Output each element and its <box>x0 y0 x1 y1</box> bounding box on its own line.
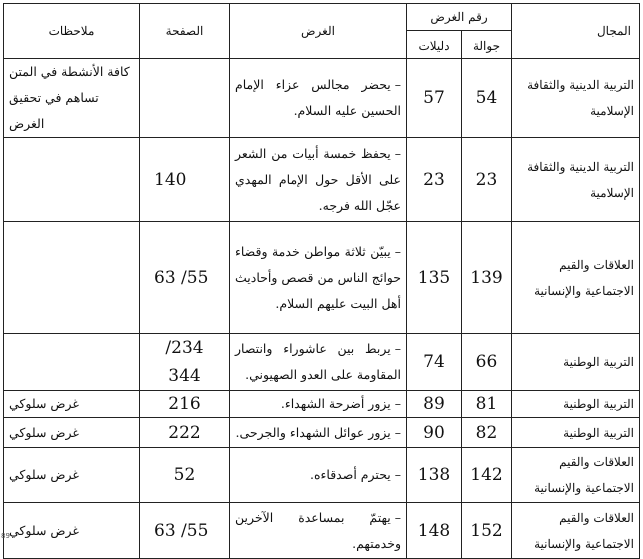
goal-cell <box>230 59 407 138</box>
jawwala-cell: 66 <box>462 334 512 391</box>
goals-table <box>3 3 640 559</box>
notes-cell <box>4 334 140 391</box>
header-jawwala: جوالة <box>462 31 512 59</box>
header-goal-number: رقم الغرض <box>407 4 512 31</box>
goal-text: يزور أضرحة الشهداء. <box>280 396 391 411</box>
table-row <box>4 222 640 334</box>
jawwala-cell: 54 <box>462 59 512 138</box>
page-cell: 222 <box>140 418 230 448</box>
majal-cell: العلاقات والقيم الاجتماعية والإنسانية <box>512 222 640 334</box>
bullet-dash: – <box>394 509 401 525</box>
notes-cell: كافة الأنشطة في المتن تساهم في تحقيق الغرض <box>4 59 140 138</box>
notes-cell: غرض سلوكي <box>4 448 140 503</box>
goal-text: يحضر مجالس عزاء الإمام الحسين عليه السلام. <box>235 77 401 118</box>
jawwala-cell: 152 <box>462 503 512 559</box>
goal-text: يحترم أصدقاءه. <box>309 467 391 482</box>
page-cell <box>140 334 230 391</box>
jawwala-cell: 23 <box>462 138 512 222</box>
jawwala-cell: 142 <box>462 448 512 503</box>
table-row <box>4 391 640 418</box>
notes-cell: غرض سلوكي <box>4 391 140 418</box>
goal-text: يحفظ خمسة أبيات من الشعر على الأقل حول الإمام المهدي عجّل الله فرجه. <box>235 145 401 213</box>
dalilat-cell: 57 <box>407 59 462 138</box>
goal-text: يربط بين عاشوراء وانتصار المقاومة على العدو الصهيوني. <box>235 341 401 382</box>
jawwala-cell: 81 <box>462 391 512 418</box>
header-goal: الغرض <box>230 4 407 59</box>
dalilat-cell: 23 <box>407 138 462 222</box>
header-page: الصفحة <box>140 4 230 59</box>
page-cell: 55/ 63 <box>140 503 230 559</box>
notes-cell: غرض سلوكي <box>4 503 140 559</box>
goal-cell <box>230 391 407 418</box>
dalilat-cell: 135 <box>407 222 462 334</box>
goal-cell <box>230 334 407 391</box>
table-row <box>4 503 640 559</box>
table-row <box>4 59 640 138</box>
bullet-dash: – <box>394 77 401 92</box>
bullet-dash: – <box>394 467 401 482</box>
header-notes: ملاحظات <box>4 4 140 59</box>
notes-cell <box>4 138 140 222</box>
majal-cell: العلاقات والقيم الاجتماعية والإنسانية <box>512 503 640 559</box>
bullet-dash: – <box>394 243 401 259</box>
bullet-dash: – <box>394 145 401 161</box>
page-cell: 140 <box>140 138 230 222</box>
table-row <box>4 418 640 448</box>
majal-cell: التربية الوطنية <box>512 391 640 418</box>
goal-cell <box>230 503 407 559</box>
table-row <box>4 448 640 503</box>
notes-cell: غرض سلوكي <box>4 418 140 448</box>
majal-cell: التربية الدينية والثقافة الإسلامية <box>512 59 640 138</box>
page-number-mark: 89 <box>1 532 10 540</box>
bullet-dash: – <box>394 424 401 440</box>
dalilat-cell: 138 <box>407 448 462 503</box>
goal-cell <box>230 418 407 448</box>
table-row <box>4 334 640 391</box>
majal-cell: التربية الوطنية <box>512 418 640 448</box>
page-cell: 55/ 63 <box>140 222 230 334</box>
dalilat-cell: 89 <box>407 391 462 418</box>
goal-text: يزور عوائل الشهداء والجرحى. <box>235 424 391 440</box>
header-dalilat: دليلات <box>407 31 462 59</box>
bullet-dash: – <box>394 396 401 411</box>
header-majal: المجال <box>512 4 640 59</box>
page-cell: 216 <box>140 391 230 418</box>
page-line: 344 <box>168 366 201 386</box>
page-cell <box>140 59 230 138</box>
goal-text: يبيّن ثلاثة مواطن خدمة وقضاء حوائج الناس من قصص وأحاديث أهل البيت عليهم السلام. <box>235 243 401 311</box>
header-row <box>4 4 640 31</box>
jawwala-cell: 139 <box>462 222 512 334</box>
page-line: 234/ <box>165 338 204 358</box>
dalilat-cell: 74 <box>407 334 462 391</box>
goal-cell <box>230 222 407 334</box>
majal-cell: التربية الدينية والثقافة الإسلامية <box>512 138 640 222</box>
notes-cell <box>4 222 140 334</box>
goal-text: يهتمّ بمساعدة الآخرين وخدمتهم. <box>235 509 401 551</box>
table-row <box>4 138 640 222</box>
jawwala-cell: 82 <box>462 418 512 448</box>
majal-cell: العلاقات والقيم الاجتماعية والإنسانية <box>512 448 640 503</box>
page-cell: 52 <box>140 448 230 503</box>
majal-cell: التربية الوطنية <box>512 334 640 391</box>
goal-cell <box>230 138 407 222</box>
dalilat-cell: 90 <box>407 418 462 448</box>
bullet-dash: – <box>394 341 401 356</box>
dalilat-cell: 148 <box>407 503 462 559</box>
goal-cell <box>230 448 407 503</box>
